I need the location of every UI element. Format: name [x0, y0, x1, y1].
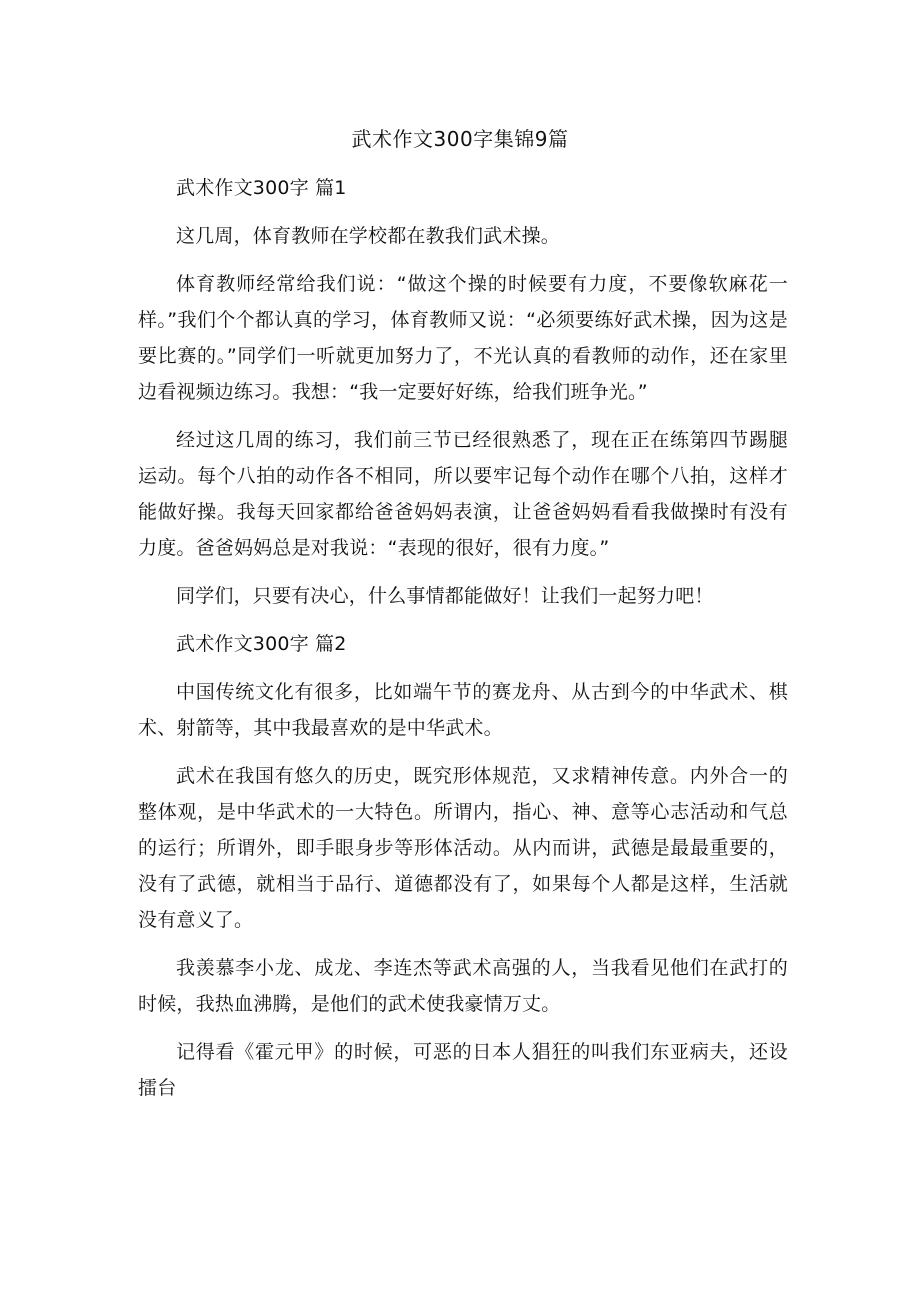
paragraph-4: 同学们，只要有决心，什么事情都能做好！让我们一起努力吧！: [176, 585, 714, 607]
document-body: [138, 170, 788, 1118]
paragraph-7: 我羡慕李小龙、成龙、李连杰等武术高强的人，当我看见他们在武打的时候，我热血沸腾，是他们的武术使我豪情万丈。: [138, 957, 788, 1015]
document-title: 武术作文300字集锦9篇: [351, 127, 569, 151]
paragraph-6: 武术在我国有悠久的历史，既究形体规范，又求精神传意。内外合一的整体观，是中华武术的一大特色。所谓内，指心、神、意等心志活动和气总的运行；所谓外，即手眼身步等形体活动。从内而讲，武德是最最重要的，没有了武德，就相当于品行、道德都没有了，如果每个人都是这样，生活就没有意义了。: [138, 765, 788, 931]
section-heading-2: 武术作文300字 篇2: [176, 633, 347, 655]
section-heading-1: 武术作文300字 篇1: [176, 177, 347, 199]
paragraph-5: 中国传统文化有很多，比如端午节的赛龙舟、从古到今的中华武术、棋术、射箭等，其中我最喜欢的是中华武术。: [138, 681, 788, 739]
paragraph-1: 这几周，体育教师在学校都在教我们武术操。: [176, 225, 561, 247]
paragraph-3: 经过这几周的练习，我们前三节已经很熟悉了，现在正在练第四节踢腿运动。每个八拍的动作各不相同，所以要牢记每个动作在哪个八拍，这样才能做好操。我每天回家都给爸爸妈妈表演，让爸爸妈妈看看我做操时有没有力度。爸爸妈妈总是对我说：“表现的很好，很有力度。”: [138, 429, 788, 559]
paragraph-2: 体育教师经常给我们说：“做这个操的时候要有力度，不要像软麻花一样。”我们个个都认真的学习，体育教师又说：“必须要练好武术操，因为这是要比赛的。”同学们一听就更加努力了，不光认真的看教师的动作，还在家里边看视频边练习。我想：“我一定要好好练，给我们班争光。”: [138, 273, 788, 403]
paragraph-8: 记得看《霍元甲》的时候，可恶的日本人猖狂的叫我们东亚病夫，还设擂台: [138, 1041, 788, 1099]
